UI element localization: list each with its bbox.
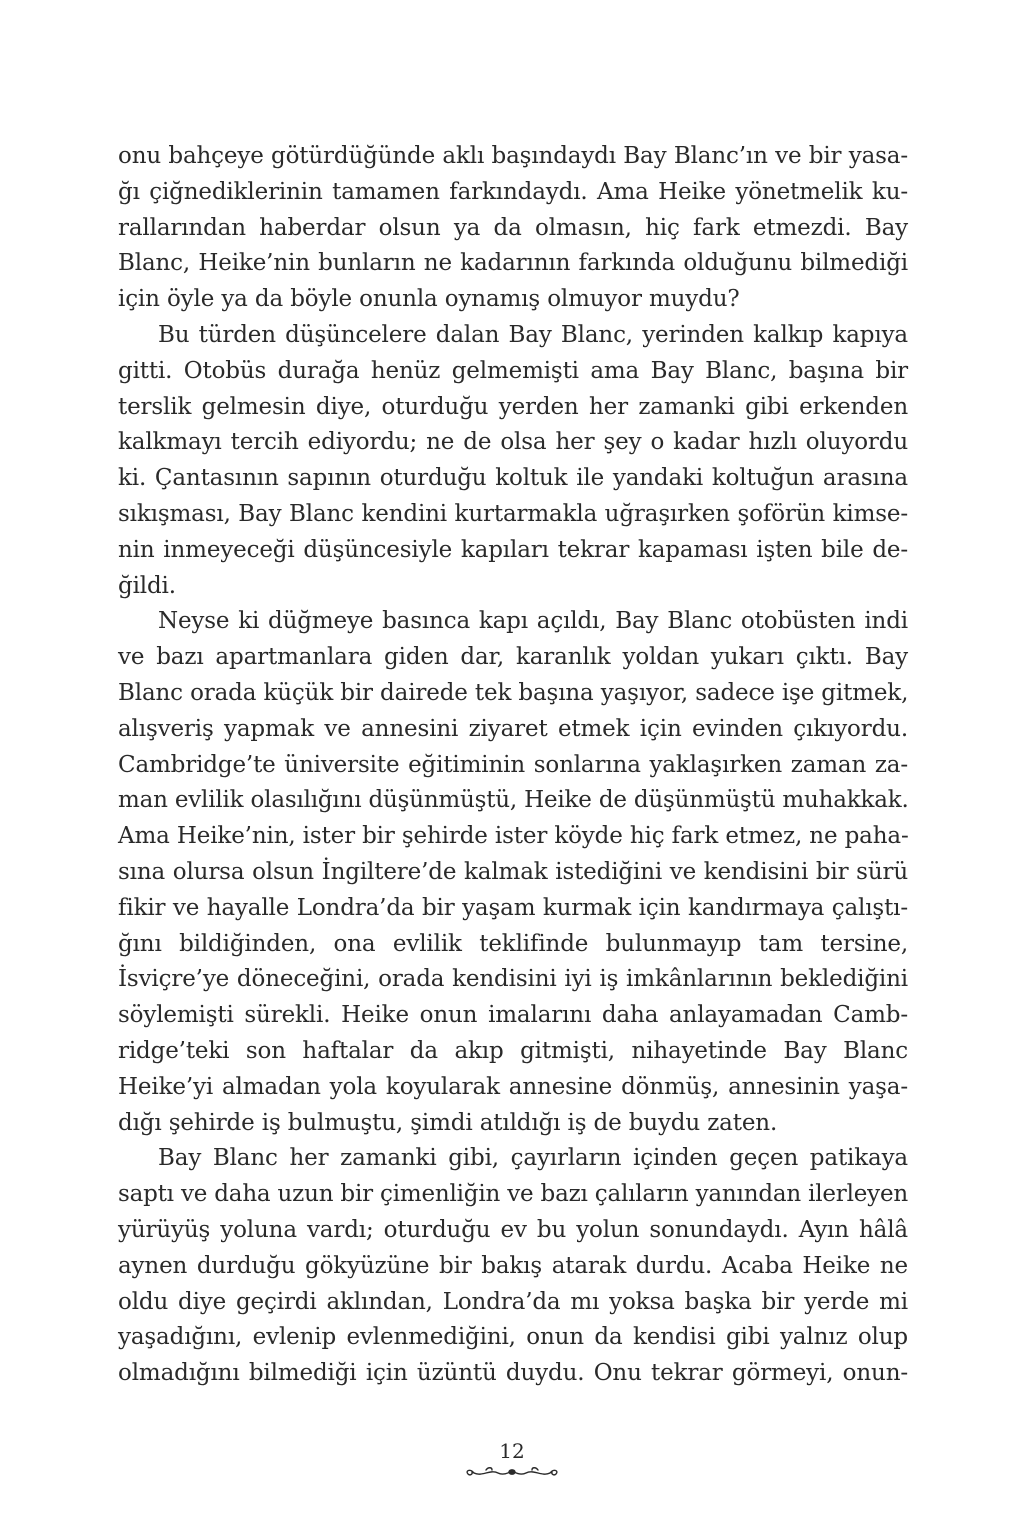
text-line: Neyse ki düğmeye basınca kapı açıldı, Bay Blanc otobüsten indi [158, 608, 908, 635]
text-line: onu bahçeye götürdüğünde aklı başındaydı Bay Blanc’ın ve bir yasa- [118, 143, 908, 169]
text-line: sıkışması, Bay Blanc kendini kurtarmakla uğraşırken şoförün kimse- [118, 500, 908, 527]
text-line: Bay Blanc her zamanki gibi, çayırların içinden geçen patikaya [158, 1145, 908, 1172]
text-line: nin inmeyeceği düşüncesiyle kapıları tekrar kapaması işten bile de- [118, 536, 908, 563]
text-line: gitti. Otobüs durağa henüz gelmemişti ama Bay Blanc, başına bir [118, 357, 908, 384]
text-line: Blanc orada küçük bir dairede tek başına yaşıyor, sadece işe gitmek, [118, 679, 909, 706]
text-line: İsviçre’ye döneceğini, orada kendisini iyi iş imkânlarının beklediğini [118, 966, 908, 993]
text-line: ğını bildiğinden, ona evlilik teklifinde bulunmayıp tam tersine, [118, 930, 908, 957]
text-line: rallarından haberdar olsun ya da olmasın, hiç fark etmezdi. Bay [118, 214, 908, 241]
text-line: için öyle ya da böyle onunla oynamış olmuyor muydu? [118, 286, 740, 313]
text-line: dığı şehirde iş bulmuştu, şimdi atıldığı iş de buydu zaten. [118, 1109, 778, 1136]
text-line: yürüyüş yoluna vardı; oturduğu ev bu yolun sonundaydı. Ayın hâlâ [118, 1216, 908, 1243]
text-line: ğildi. [118, 572, 176, 599]
text-line: ridge’teki son haftalar da akıp gitmişti, nihayetinde Bay Blanc [118, 1037, 908, 1064]
text-line: söylemişti sürekli. Heike onun imalarını daha anlayamadan Camb- [118, 1002, 908, 1029]
text-line: olmadığını bilmediği için üzüntü duydu. Onu tekrar görmeyi, onun- [118, 1360, 908, 1387]
text-line: kalkmayı tercih ediyordu; ne de olsa her şey o kadar hızlı oluyordu [118, 429, 908, 456]
text-line: sına olursa olsun İngiltere’de kalmak istediğini ve kendisini bir sürü [118, 858, 908, 885]
text-line: yaşadığını, evlenip evlenmediğini, onun da kendisi gibi yalnız olup [118, 1324, 908, 1351]
body-text [118, 139, 908, 1392]
text-line: man evlilik olasılığını düşünmüştü, Heike de düşünmüştü muhakkak. [118, 787, 909, 814]
text-line: fikir ve hayalle Londra’da bir yaşam kurmak için kandırmaya çalıştı- [118, 894, 908, 921]
page-number: 12 [499, 1439, 525, 1463]
text-line: Cambridge’te üniversite eğitiminin sonlarına yaklaşırken zaman za- [118, 751, 908, 778]
page-footer [0, 1440, 1024, 1480]
text-line: Blanc, Heike’nin bunların ne kadarının farkında olduğunu bilmediği [118, 250, 908, 277]
text-line: Ama Heike’nin, ister bir şehirde ister köyde hiç fark etmez, ne paha- [118, 823, 909, 850]
text-line: Heike’yi almadan yola koyularak annesine dönmüş, annesinin yaşa- [118, 1073, 908, 1100]
text-line: Bu türden düşüncelere dalan Bay Blanc, yerinden kalkıp kapıya [158, 321, 908, 348]
text-line: terslik gelmesin diye, oturduğu yerden her zamanki gibi erkenden [118, 393, 908, 420]
text-line: ki. Çantasının sapının oturduğu koltuk ile yandaki koltuğun arasına [118, 465, 908, 492]
text-line: aynen durduğu gökyüzüne bir bakış atarak durdu. Acaba Heike ne [118, 1252, 908, 1279]
text-line: ve bazı apartmanlara giden dar, karanlık yoldan yukarı çıktı. Bay [118, 644, 908, 671]
text-line: alışveriş yapmak ve annesini ziyaret etmek için evinden çıkıyordu. [118, 715, 908, 742]
text-line: oldu diye geçirdi aklından, Londra’da mı yoksa başka bir yerde mi [118, 1288, 908, 1315]
scroll-ornament-icon [464, 1464, 560, 1480]
text-line: ğı çiğnediklerinin tamamen farkındaydı. Ama Heike yönetmelik ku- [118, 178, 908, 205]
text-line: saptı ve daha uzun bir çimenliğin ve bazı çalıların yanından ilerleyen [118, 1181, 908, 1208]
